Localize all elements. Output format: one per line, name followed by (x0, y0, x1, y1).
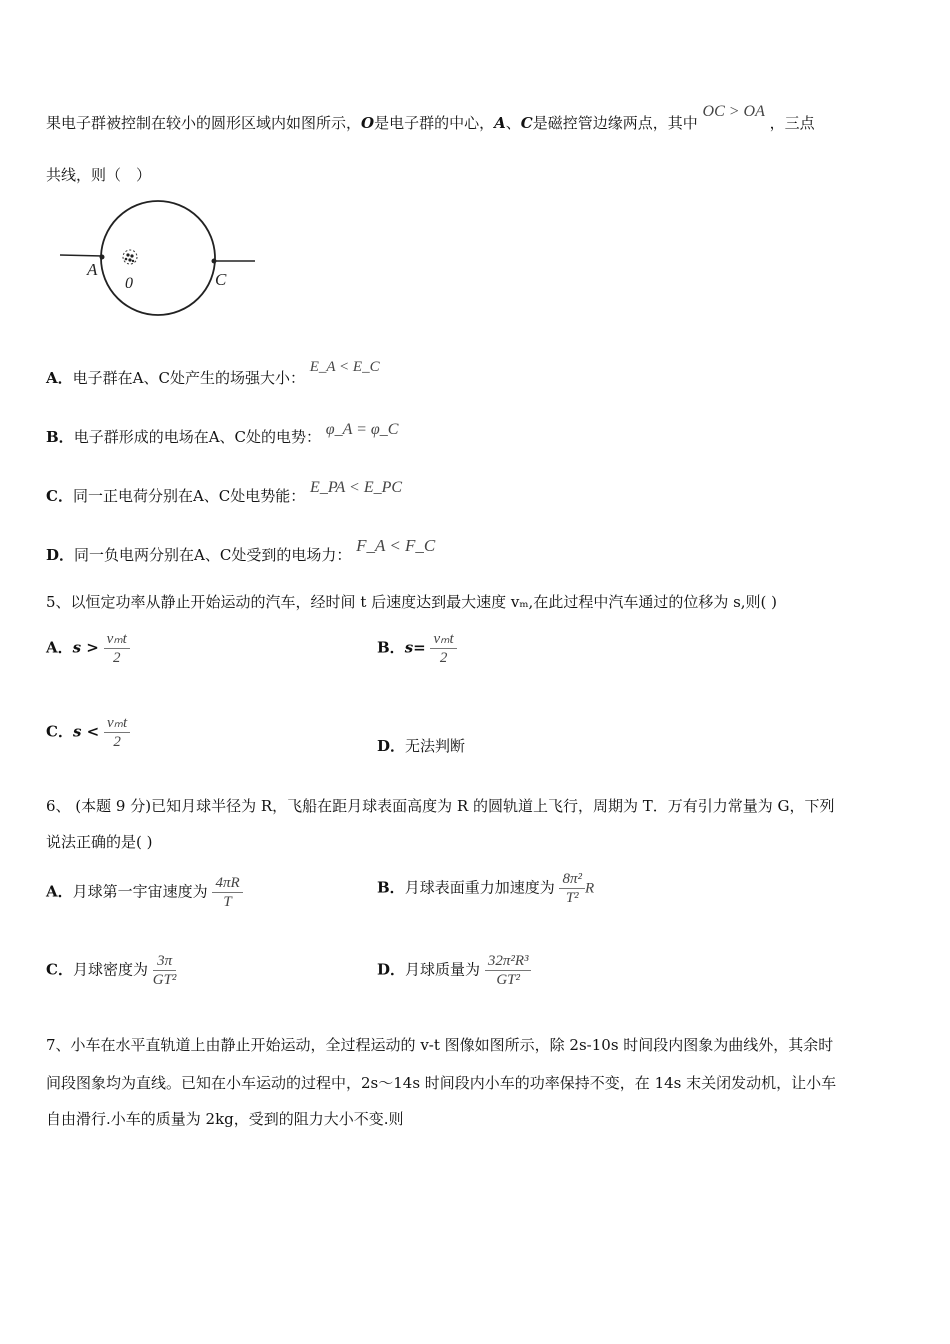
left-lead (60, 255, 103, 256)
label-o: 0 (125, 275, 133, 292)
q6-option-b: B．月球表面重力加速度为 $\frac{\text{8π²}}{\text{T²}}$ R (377, 871, 595, 906)
q5-option-d: D．无法判断 (377, 737, 466, 755)
q6-option-a: A．月球第一宇宙速度为 $\frac{4\pi R}{T}$ (46, 874, 243, 911)
q5-option-c: C．s < $\frac{\text{vₘt}}{2}$ (46, 714, 130, 751)
q7-line-3: 自由滑行.小车的质量为 2kg，受到的阻力大小不变.则 (46, 1110, 404, 1128)
fraction: $\frac{\text{32π²R³}}{\text{GT²}}$ (485, 952, 532, 989)
fraction: $\frac{\text{vₘt}}{2}$ (104, 630, 130, 667)
electron-cloud (123, 250, 137, 264)
q4-option-c: C．同一正电荷分别在A、C处电势能： E_PA < E_PC (46, 479, 403, 505)
fraction: $\frac{\text{8π²}}{\text{T²}}$ (559, 870, 585, 907)
fraction: $\frac{3\pi}{\text{GT²}}$ (152, 953, 177, 988)
point-c (212, 259, 217, 264)
q5-option-b: B．s= $\frac{\text{vₘt}}{2}$ (377, 630, 457, 667)
q6-option-d: D．月球质量为 $\frac{\text{32π²R³}}{\text{GT²}}$ (377, 952, 531, 989)
fraction: $\frac{4\pi R}{T}$ (212, 874, 242, 911)
q6-option-c: C．月球密度为 $\frac{3\pi}{\text{GT²}}$ (46, 953, 177, 988)
label-a: A (87, 260, 98, 279)
magnetron-circle (101, 201, 215, 315)
fraction: $\frac{\text{vₘt}}{2}$ (104, 714, 130, 751)
q5-stem: 5、以恒定功率从静止开始运动的汽车，经时间 t 后速度达到最大速度 vₘ,在此过程中汽车通过的位移为 s,则( ) (46, 593, 778, 611)
intro-line-1: 果电子群被控制在较小的圆形区域内如图所示，O是电子群的中心，A、C是磁控管边缘两点，其中 OC > OA ，三点 (46, 103, 815, 132)
condition-formula: OC > OA (702, 103, 765, 120)
q4-option-b: B．电子群形成的电场在A、C处的电势： φ_A = φ_C (46, 421, 399, 446)
q5-option-a: A．s > $\frac{\text{vₘt}}{2}$ (46, 630, 130, 667)
label-c: C (215, 270, 227, 289)
q6-stem-2: 说法正确的是( ) (46, 833, 153, 851)
magnetron-figure (55, 195, 265, 325)
q4-option-a: A．电子群在A、C处产生的场强大小： E_A < E_C (46, 359, 380, 387)
q6-stem-1: 6、 (本题 9 分)已知月球半径为 R，飞船在距月球表面高度为 R 的圆轨道上飞行，周期为 T．万有引力常量为 G，下列 (46, 797, 835, 815)
q7-line-1: 7、小车在水平直轨道上由静止开始运动，全过程运动的 v-t 图像如图所示，除 2s-10s 时间段内图象为曲线外，其余时 (46, 1036, 834, 1054)
point-a (100, 255, 105, 260)
q4-option-d: D．同一负电两分别在A、C处受到的电场力： F_A < F_C (46, 536, 436, 564)
intro-line-2: 共线，则（ ） (46, 166, 152, 184)
q7-line-2: 间段图象均为直线。已知在小车运动的过程中，2s～14s 时间段内小车的功率保持不变，在 14s 末关闭发动机，让小车 (46, 1074, 837, 1092)
fraction: $\frac{\text{vₘt}}{2}$ (430, 630, 456, 667)
